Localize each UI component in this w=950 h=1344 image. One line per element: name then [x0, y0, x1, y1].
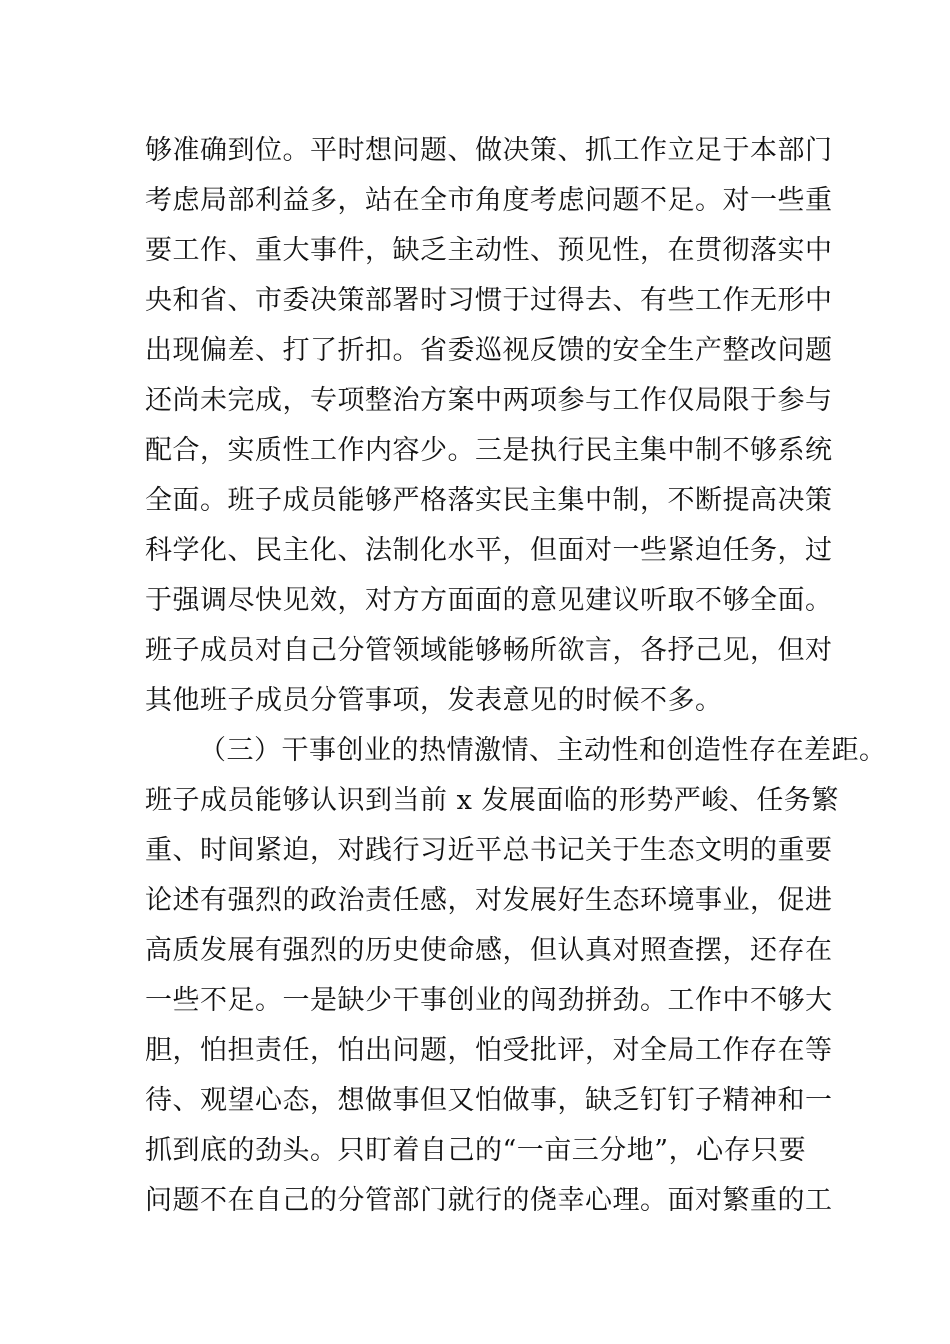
text-line: 其他班子成员分管事项，发表意见的时候不多。	[145, 685, 723, 716]
text-line: 够准确到位。平时想问题、做决策、抓工作立足于本部门	[145, 135, 833, 166]
text-line: 班子成员对自己分管领域能够畅所欲言，各抒己见，但对	[145, 635, 833, 666]
text-line: 科学化、民主化、法制化水平，但面对一些紧迫任务，过	[145, 535, 833, 566]
text-line: 央和省、市委决策部署时习惯于过得去、有些工作无形中	[145, 285, 833, 316]
text-line: 胆，怕担责任，怕出问题，怕受批评，对全局工作存在等	[145, 1035, 833, 1066]
body-text	[145, 126, 887, 1226]
text-line: 重、时间紧迫，对践行习近平总书记关于生态文明的重要	[145, 835, 833, 866]
text-line: 抓到底的劲头。只盯着自己的“一亩三分地”，心存只要	[145, 1135, 807, 1166]
text-line: 论述有强烈的政治责任感，对发展好生态环境事业，促进	[145, 885, 833, 916]
text-line: 问题不在自己的分管部门就行的侥幸心理。面对繁重的工	[145, 1185, 833, 1216]
text-line: 全面。班子成员能够严格落实民主集中制，不断提高决策	[145, 485, 833, 516]
text-line: 待、观望心态，想做事但又怕做事，缺乏钉钉子精神和一	[145, 1085, 833, 1116]
text-line: 班子成员能够认识到当前 x 发展面临的形势严峻、任务繁	[145, 785, 839, 816]
text-line: 出现偏差、打了折扣。省委巡视反馈的安全生产整改问题	[145, 335, 833, 366]
text-line: 高质发展有强烈的历史使命感，但认真对照查摆，还存在	[145, 935, 833, 966]
text-line: 配合，实质性工作内容少。三是执行民主集中制不够系统	[145, 435, 833, 466]
text-line: 于强调尽快见效，对方方面面的意见建议听取不够全面。	[145, 585, 833, 616]
section-heading-line: （三）干事创业的热情激情、主动性和创造性存在差距。	[199, 735, 887, 766]
text-line: 要工作、重大事件，缺乏主动性、预见性，在贯彻落实中	[145, 235, 833, 266]
text-line: 考虑局部利益多，站在全市角度考虑问题不足。对一些重	[145, 185, 833, 216]
text-line: 一些不足。一是缺少干事创业的闯劲拼劲。工作中不够大	[145, 985, 833, 1016]
text-line: 还尚未完成，专项整治方案中两项参与工作仅局限于参与	[145, 385, 833, 416]
